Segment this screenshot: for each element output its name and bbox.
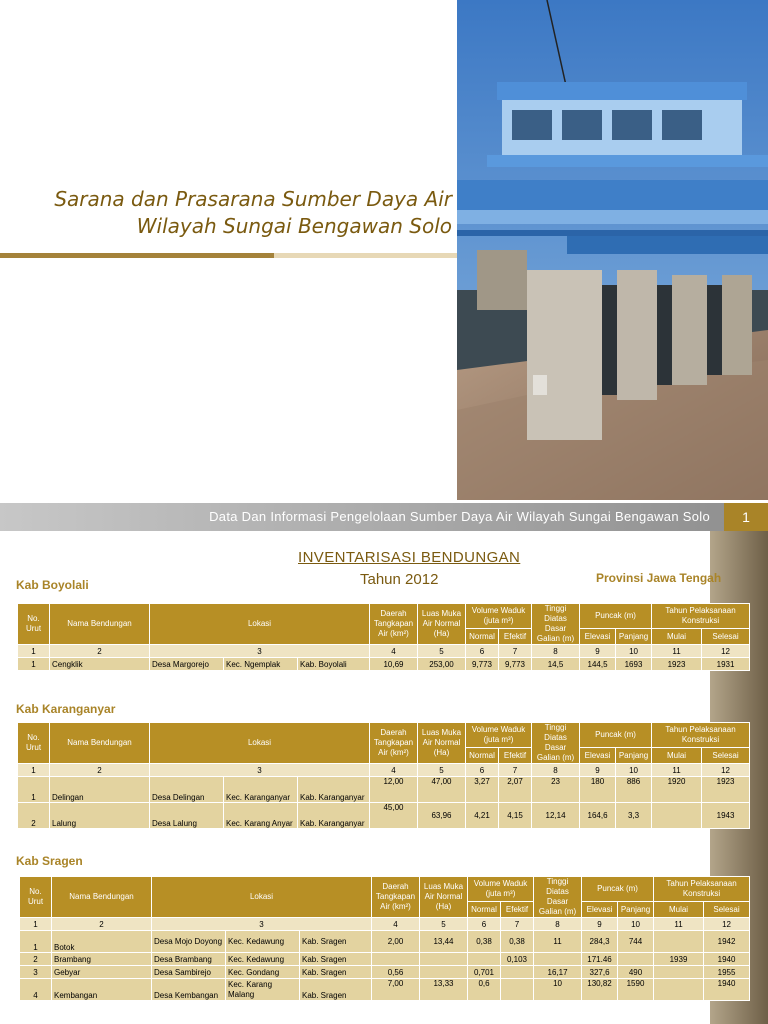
header-panjang: Panjang [618,902,654,918]
cell-mulai [652,803,702,829]
colnum: 11 [652,764,702,777]
cell-efektif: 0,38 [501,931,534,953]
colnum: 3 [152,918,372,931]
table-row [18,658,750,671]
cell-panjang [618,953,654,966]
table-karanganyar [17,722,750,829]
cell-elevasi: 144,5 [580,658,616,671]
cell-selesai: 1940 [704,953,750,966]
slide-title-line-2: Wilayah Sungai Bengawan Solo [136,214,452,238]
header-no: No. Urut [20,877,52,918]
colnum: 9 [580,764,616,777]
cell-normal: 4,21 [466,803,499,829]
cell-no: 1 [20,931,52,953]
header-no: No. Urut [18,604,50,645]
cell-panjang: 1693 [616,658,652,671]
colnum: 3 [150,764,370,777]
cell-no: 1 [18,777,50,803]
header-daerah: Daerah Tangkapan Air (km²) [372,877,420,918]
cell-efektif [501,966,534,979]
cell-nama: Brambang [52,953,152,966]
header-luas: Luas Muka Air Normal (Ha) [420,877,468,918]
cell-panjang: 3,3 [616,803,652,829]
cell-mulai: 1923 [652,658,702,671]
cell-nama: Kembangan [52,979,152,1001]
header-efektif: Efektif [499,629,532,645]
header-daerah: Daerah Tangkapan Air (km²) [370,604,418,645]
cell-kab: Kab. Sragen [300,966,372,979]
colnum: 2 [50,764,150,777]
cell-no: 2 [18,803,50,829]
cell-kec: Kec. Ngemplak [224,658,298,671]
colnum: 1 [18,645,50,658]
header-luas: Luas Muka Air Normal (Ha) [418,723,466,764]
cell-nama: Delingan [50,777,150,803]
cell-kab: Kab. Sragen [300,953,372,966]
footer-text: Data Dan Informasi Pengelolaan Sumber Daya Air Wilayah Sungai Bengawan Solo [209,509,710,524]
cell-elevasi: 327,6 [582,966,618,979]
cell-mulai [654,966,704,979]
header-puncak: Puncak (m) [580,604,652,629]
cell-mulai [654,931,704,953]
colnum: 12 [704,918,750,931]
cell-elevasi: 180 [580,777,616,803]
colnum: 10 [618,918,654,931]
colnum: 3 [150,645,370,658]
cell-efektif: 0,103 [501,953,534,966]
cell-mulai [654,979,704,1001]
cell-efektif [501,979,534,1001]
header-elevasi: Elevasi [580,629,616,645]
colnum: 1 [20,918,52,931]
header-tinggi: Tinggi Diatas Dasar Galian (m) [534,877,582,918]
table-row [18,777,750,803]
dam-photo-illustration [457,0,768,500]
header-tahun: Tahun Pelaksanaan Konstruksi [652,723,750,748]
cell-desa: Desa Brambang [152,953,226,966]
cell-tinggi: 23 [532,777,580,803]
cell-selesai: 1943 [702,803,750,829]
cell-luas [420,953,468,966]
cell-desa: Desa Sambirejo [152,966,226,979]
cell-kec: Kec. Karang Anyar [224,803,298,829]
header-mulai: Mulai [652,748,702,764]
colnum: 2 [50,645,150,658]
cell-tinggi [534,953,582,966]
header-mulai: Mulai [654,902,704,918]
title-underline-bar [0,253,457,258]
cell-selesai: 1923 [702,777,750,803]
table-boyolali [17,603,750,671]
cell-daerah: 45,00 [370,803,418,829]
section-boyolali: Kab Boyolali [16,578,89,592]
table-sragen [19,876,750,1001]
cell-desa: Desa Lalung [150,803,224,829]
header-nama: Nama Bendungan [52,877,152,918]
cell-kab: Kab. Sragen [300,931,372,953]
cell-tinggi: 14,5 [532,658,580,671]
header-mulai: Mulai [652,629,702,645]
header-panjang: Panjang [616,629,652,645]
cell-normal: 9,773 [466,658,499,671]
header-panjang: Panjang [616,748,652,764]
dam-photo [457,0,768,500]
cell-kab: Kab. Sragen [300,979,372,1001]
cell-tinggi: 12,14 [532,803,580,829]
colnum: 1 [18,764,50,777]
cell-desa: Desa Margorejo [150,658,224,671]
header-selesai: Selesai [702,748,750,764]
cell-panjang: 490 [618,966,654,979]
cell-elevasi: 164,6 [580,803,616,829]
header-elevasi: Elevasi [582,902,618,918]
cell-tinggi: 16,17 [534,966,582,979]
colnum: 2 [52,918,152,931]
header-luas: Luas Muka Air Normal (Ha) [418,604,466,645]
cell-no: 4 [20,979,52,1001]
title-slide [0,0,768,500]
cell-kab: Kab. Karanganyar [298,803,370,829]
colnum: 5 [418,764,466,777]
cell-tinggi: 10 [534,979,582,1001]
cell-luas [420,966,468,979]
cell-daerah: 2,00 [372,931,420,953]
header-selesai: Selesai [702,629,750,645]
cell-efektif: 2,07 [499,777,532,803]
colnum: 10 [616,764,652,777]
cell-luas: 253,00 [418,658,466,671]
colnum: 11 [652,645,702,658]
colnum: 8 [532,645,580,658]
colnum: 5 [420,918,468,931]
cell-efektif: 4,15 [499,803,532,829]
cell-mulai: 1939 [654,953,704,966]
cell-selesai: 1955 [704,966,750,979]
cell-mulai: 1920 [652,777,702,803]
cell-normal: 3,27 [466,777,499,803]
cell-kec: Kec. Kedawung [226,931,300,953]
cell-kec: Kec. Gondang [226,966,300,979]
colnum: 5 [418,645,466,658]
cell-elevasi: 130,82 [582,979,618,1001]
slide-title-line-1: Sarana dan Prasarana Sumber Daya Air [54,187,452,211]
header-nama: Nama Bendungan [50,604,150,645]
colnum: 10 [616,645,652,658]
province-label: Provinsi Jawa Tengah [596,571,722,585]
header-volume: Volume Waduk (juta m³) [466,604,532,629]
header-volume: Volume Waduk (juta m³) [466,723,532,748]
cell-tinggi: 11 [534,931,582,953]
cell-daerah [372,953,420,966]
cell-luas: 13,44 [420,931,468,953]
cell-daerah: 0,56 [372,966,420,979]
table-row [20,931,750,953]
cell-normal [468,953,501,966]
cell-luas: 13,33 [420,979,468,1001]
cell-selesai: 1942 [704,931,750,953]
cell-panjang: 886 [616,777,652,803]
header-tinggi: Tinggi Diatas Dasar Galian (m) [532,604,580,645]
header-efektif: Efektif [499,748,532,764]
colnum: 4 [372,918,420,931]
header-puncak: Puncak (m) [582,877,654,902]
header-puncak: Puncak (m) [580,723,652,748]
cell-elevasi: 171.46 [582,953,618,966]
header-normal: Normal [466,748,499,764]
cell-desa: Desa Kembangan [152,979,226,1001]
colnum: 12 [702,645,750,658]
colnum: 6 [466,764,499,777]
table-row [20,966,750,979]
slide-number: 1 [724,503,768,531]
colnum: 7 [501,918,534,931]
header-efektif: Efektif [501,902,534,918]
colnum: 8 [532,764,580,777]
colnum: 4 [370,645,418,658]
footer-band [0,503,768,531]
colnum: 6 [468,918,501,931]
cell-nama: Lalung [50,803,150,829]
header-lokasi: Lokasi [152,877,372,918]
cell-normal: 0,38 [468,931,501,953]
inventory-slide [0,531,768,1024]
cell-panjang: 1590 [618,979,654,1001]
cell-nama: Gebyar [52,966,152,979]
colnum: 9 [580,645,616,658]
cell-elevasi: 284,3 [582,931,618,953]
header-daerah: Daerah Tangkapan Air (km²) [370,723,418,764]
header-tinggi: Tinggi Diatas Dasar Galian (m) [532,723,580,764]
cell-selesai: 1931 [702,658,750,671]
cell-kab: Kab. Karanganyar [298,777,370,803]
section-karanganyar: Kab Karanganyar [16,702,116,716]
cell-nama: Cengklik [50,658,150,671]
colnum: 7 [499,764,532,777]
header-lokasi: Lokasi [150,604,370,645]
header-no: No. Urut [18,723,50,764]
section-sragen: Kab Sragen [16,854,83,868]
cell-kec: Kec. Karanganyar [224,777,298,803]
cell-luas: 47,00 [418,777,466,803]
cell-normal: 0,701 [468,966,501,979]
cell-daerah: 7,00 [372,979,420,1001]
table-row [18,803,750,829]
colnum: 4 [370,764,418,777]
cell-desa: Desa Mojo Doyong [152,931,226,953]
cell-kec: Kec. Kedawung [226,953,300,966]
header-volume: Volume Waduk (juta m³) [468,877,534,902]
cell-no: 1 [18,658,50,671]
colnum: 8 [534,918,582,931]
table-row [20,979,750,1001]
header-tahun: Tahun Pelaksanaan Konstruksi [652,604,750,629]
cell-normal: 0,6 [468,979,501,1001]
cell-no: 2 [20,953,52,966]
header-normal: Normal [466,629,499,645]
cell-efektif: 9,773 [499,658,532,671]
slide-title [0,186,452,240]
cell-kec: Kec. Karang Malang [226,979,300,1001]
cell-luas: 63,96 [418,803,466,829]
colnum: 12 [702,764,750,777]
cell-daerah: 12,00 [370,777,418,803]
cell-kab: Kab. Boyolali [298,658,370,671]
colnum: 11 [654,918,704,931]
inventory-year: Tahun 2012 [360,571,439,588]
cell-desa: Desa Delingan [150,777,224,803]
header-lokasi: Lokasi [150,723,370,764]
cell-daerah: 10,69 [370,658,418,671]
colnum: 7 [499,645,532,658]
colnum: 6 [466,645,499,658]
inventory-title: INVENTARISASI BENDUNGAN [298,549,521,566]
colnum: 9 [582,918,618,931]
cell-panjang: 744 [618,931,654,953]
header-elevasi: Elevasi [580,748,616,764]
header-selesai: Selesai [704,902,750,918]
cell-no: 3 [20,966,52,979]
cell-selesai: 1940 [704,979,750,1001]
table-row [20,953,750,966]
header-normal: Normal [468,902,501,918]
header-nama: Nama Bendungan [50,723,150,764]
cell-nama: Botok [52,931,152,953]
header-tahun: Tahun Pelaksanaan Konstruksi [654,877,750,902]
